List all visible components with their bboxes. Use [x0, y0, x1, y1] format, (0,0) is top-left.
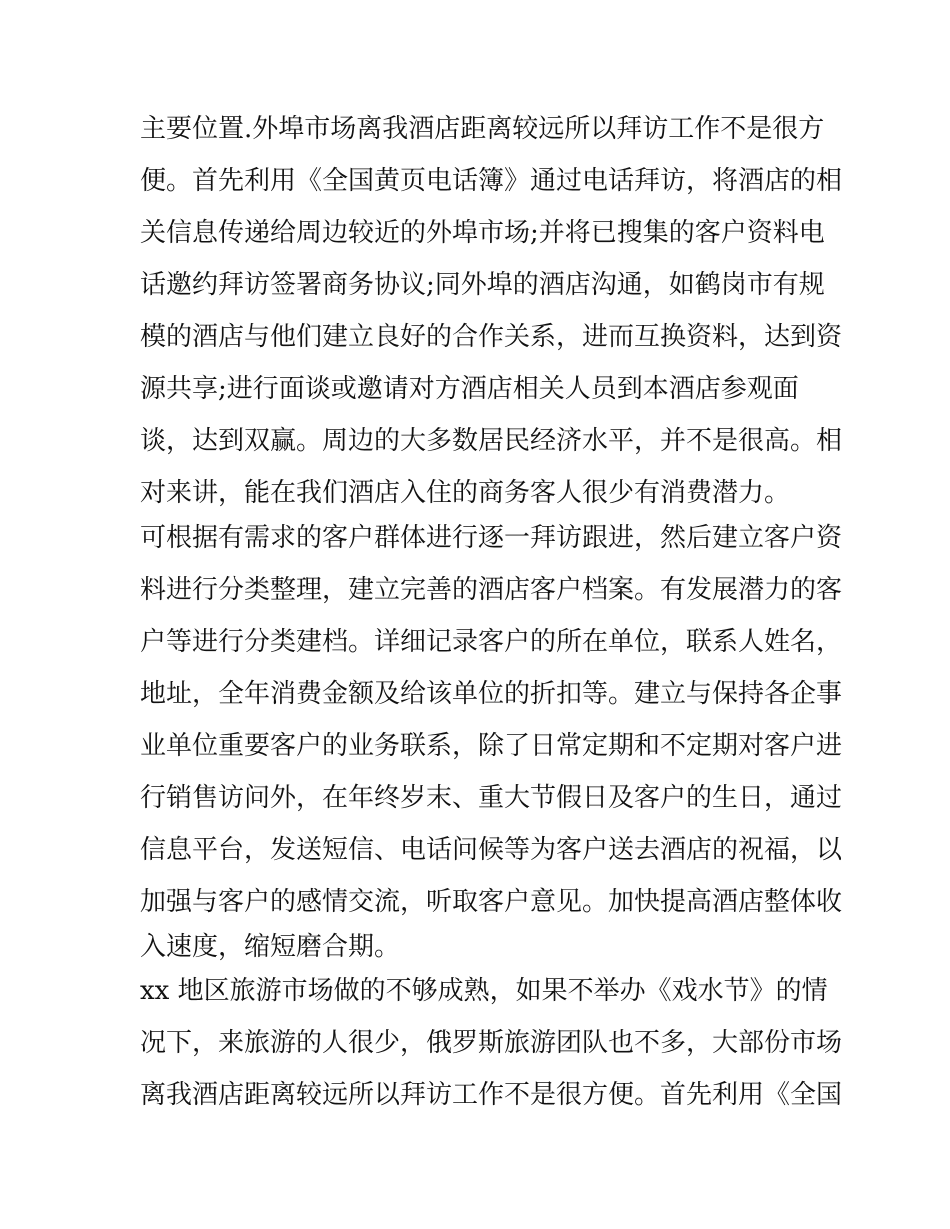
paragraph-1-line-6: 源共享;进行面谈或邀请对方酒店相关人员到本酒店参观面: [140, 374, 799, 404]
paragraph-3-line-3: 离我酒店距离较远所以拜访工作不是很方便。首先利用《全国: [140, 1080, 843, 1110]
paragraph-2-line-2: 料进行分类整理，建立完善的酒店客户档案。有发展潜力的客: [140, 575, 843, 605]
paragraph-1-line-8: 对来讲，能在我们酒店入住的商务客人很少有消费潜力。: [140, 478, 791, 508]
paragraph-2-line-5: 业单位重要客户的业务联系，除了日常定期和不定期对客户进: [140, 731, 843, 761]
paragraph-1-line-7: 谈，达到双赢。周边的大多数居民经济水平，并不是很高。相: [140, 426, 843, 456]
paragraph-1-line-1: 主要位置.外埠市场离我酒店距离较远所以拜访工作不是很方: [140, 114, 825, 144]
paragraph-1-line-2: 便。首先利用《全国黄页电话簿》通过电话拜访，将酒店的相: [140, 166, 843, 196]
paragraph-1-line-3: 关信息传递给周边较近的外埠市场;并将已搜集的客户资料电: [140, 218, 825, 248]
paragraph-3-line-1: xx 地区旅游市场做的不够成熟，如果不举办《戏水节》的情: [140, 976, 828, 1006]
paragraph-1-line-4: 话邀约拜访签署商务协议;同外埠的酒店沟通，如鹤岗市有规: [140, 270, 825, 300]
paragraph-3-line-2: 况下，来旅游的人很少，俄罗斯旅游团队也不多，大部份市场: [140, 1028, 843, 1058]
paragraph-2-line-8: 加强与客户的感情交流，听取客户意见。加快提高酒店整体收: [140, 887, 843, 917]
paragraph-2-line-9: 入速度，缩短磨合期。: [140, 932, 401, 962]
paragraph-2-line-1: 可根据有需求的客户群体进行逐一拜访跟进，然后建立客户资: [140, 523, 843, 553]
paragraph-2-line-4: 地址，全年消费金额及给该单位的折扣等。建立与保持各企事: [140, 679, 843, 709]
paragraph-2-line-6: 行销售访问外，在年终岁末、重大节假日及客户的生日，通过: [140, 783, 843, 813]
paragraph-2-line-3: 户等进行分类建档。详细记录客户的所在单位，联系人姓名，: [140, 627, 843, 657]
paragraph-1-line-5: 模的酒店与他们建立良好的合作关系，进而互换资料，达到资: [140, 322, 843, 352]
paragraph-2-line-7: 信息平台，发送短信、电话问候等为客户送去酒店的祝福，以: [140, 835, 843, 865]
